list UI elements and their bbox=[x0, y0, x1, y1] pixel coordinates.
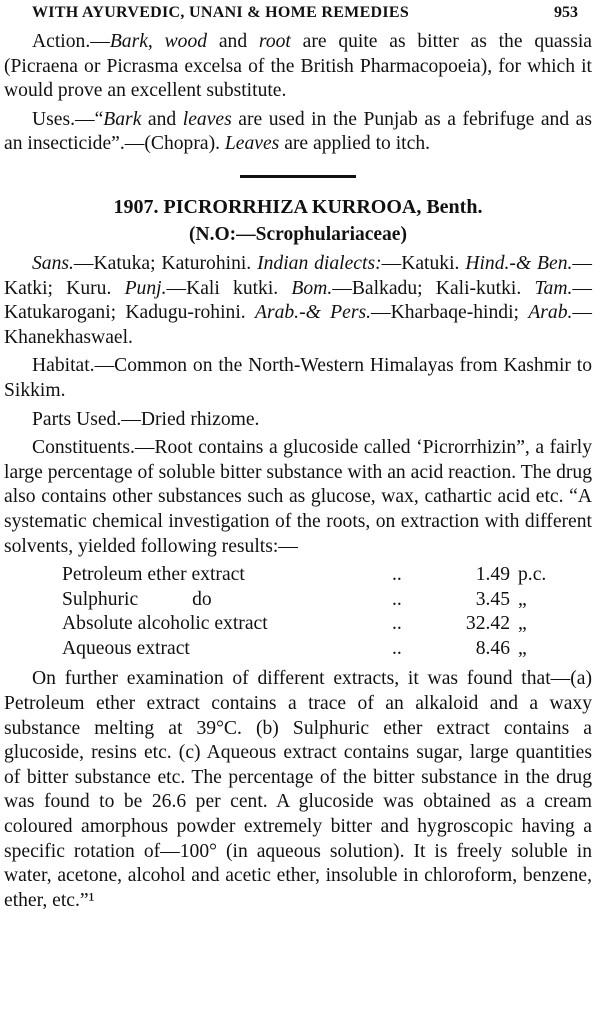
result-value: 3.45 bbox=[475, 588, 510, 610]
entry-family: (N.O:—Scrophulariaceae) bbox=[189, 223, 407, 245]
uses-paragraph: Uses.—“Bark and leaves are used in the Punjab as a febrifuge and as an insecticide”.—(Chopra). Leaves are applied to itch. bbox=[4, 108, 592, 155]
result-unit: „ bbox=[518, 588, 527, 610]
result-unit: „ bbox=[518, 637, 527, 659]
results-table bbox=[62, 563, 592, 661]
result-name: Absolute alcoholic extract bbox=[62, 613, 268, 635]
result-leader: .. bbox=[392, 637, 402, 659]
results-row bbox=[62, 637, 592, 662]
section-divider bbox=[240, 175, 356, 178]
page-number: 953 bbox=[554, 4, 578, 21]
result-name: Aqueous extract bbox=[62, 637, 190, 659]
page-header bbox=[4, 0, 592, 30]
result-unit: „ bbox=[518, 613, 527, 635]
names-paragraph: Sans.—Katuka; Katurohini. Indian dialects:—Katuki. Hind.-& Ben.—Katki; Kuru. Punj.—Kali kutki. Bom.—Balkadu; Kali-kutki. Tam.—Katukarogani; Kadugu-rohini. Arab.-& Pers.—Kharbaqe-hindi; Arab.—Khanekhaswael. bbox=[4, 252, 592, 348]
result-value: 1.49 bbox=[475, 564, 510, 586]
action-paragraph: Action.—Bark, wood and root are quite as bitter as the quassia (Picraena or Picrasma excelsa of the British Pharmacopoeia), for which it would prove an excellent substitute. bbox=[4, 31, 593, 102]
result-unit: p.c. bbox=[518, 564, 547, 586]
result-leader: .. bbox=[392, 613, 402, 635]
constituents-paragraph: Constituents.—Root contains a glucoside called ‘Picrorrhizin”, a fairly large percentage of soluble bitter substance with an acid reaction. The drug also contains other substances such as glucose, wax, cathartic acid etc. “A systematic chemical investigation of the roots, on extraction with different solvents, yielded following results:— bbox=[4, 437, 592, 557]
parts-used-paragraph: Parts Used.—Dried rhizome. bbox=[32, 408, 260, 430]
result-value: 32.42 bbox=[465, 613, 510, 635]
result-name: Sulphuric do bbox=[62, 588, 212, 610]
results-row bbox=[62, 612, 592, 637]
result-value: 8.46 bbox=[475, 637, 510, 659]
results-row bbox=[62, 563, 592, 588]
result-leader: .. bbox=[392, 588, 402, 610]
further-examination-paragraph: On further examination of different extracts, it was found that—(a) Petroleum ether extract contains a trace of an alkaloid and a waxy substance melting at 39°C. (b) Sulphuric ether extract contains a glucoside, resins etc. (c) Aqueous extract contains sugar, large quantities of bitter substance etc. The percentage of the bitter substance in the drug was found to be 26.6 per cent. A glucoside was obtained as a cream coloured amorphous powder extremely bitter and hygroscopic having a specific rotation of—100° (in aqueous solution). It is freely soluble in water, acetone, alcohol and acetic ether, insoluble in chloroform, benzene, ether, etc.”¹ bbox=[4, 668, 592, 911]
result-leader: .. bbox=[392, 564, 402, 586]
result-name: Petroleum ether extract bbox=[62, 564, 245, 586]
entry-title: 1907. PICRORRHIZA KURROOA, Benth. bbox=[113, 195, 483, 218]
running-head: WITH AYURVEDIC, UNANI & HOME REMEDIES bbox=[32, 4, 410, 21]
results-row bbox=[62, 588, 592, 613]
habitat-paragraph: Habitat.—Common on the North-Western Himalayas from Kashmir to Sikkim. bbox=[4, 355, 592, 401]
